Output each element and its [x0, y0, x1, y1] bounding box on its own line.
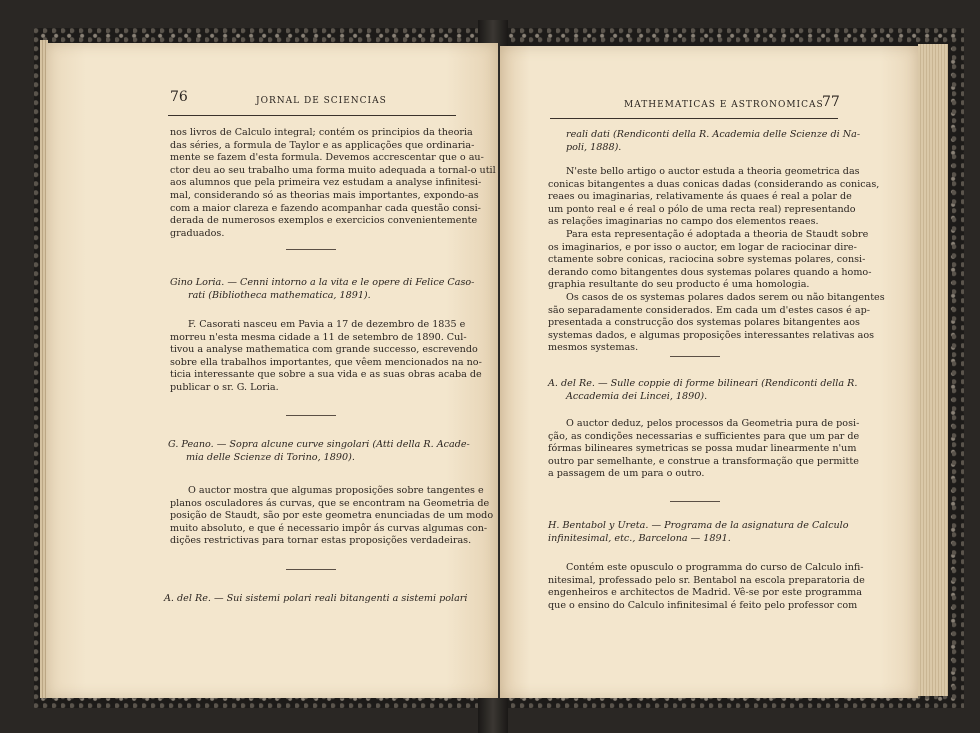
- right-page-stack: [918, 44, 948, 696]
- section-separator: [670, 501, 720, 502]
- right-page: [500, 46, 918, 698]
- paragraph: Os casos de os systemas polares dados serem ou não bitangentes são separadamente considerados. Em cada um d'estes casos é ap- presentada a construcção dos systemas polares bitangentes aos systemas dados, e algumas proposições interessantes relativas aos mesmos systemas.: [548, 292, 885, 354]
- bibliographic-reference: H. Bentabol y Ureta. — Programa de la asignatura de Calculo infinitesimal, etc., Barcelona — 1891.: [548, 520, 849, 544]
- paragraph: nos livros de Calculo integral; contém os principios da theoria das séries, a formula de Taylor e as applicações que ordinaria- mente se fazem d'esta formula. Devemos accrescentar que o au- ctor deu ao seu trabalho uma forma muito adequada a tornal-o util aos alumnos que pela primeira vez estudam a analyse infinitesi- mal, considerando só as theorias mais importantes, expondo-as com a maior clareza e fazendo acompanhar cada questão consi- derada de numerosos exemplos e exercicios convenientemente graduados.: [170, 127, 496, 239]
- left-page: [46, 43, 498, 698]
- paragraph: F. Casorati nasceu em Pavia a 17 de dezembro de 1835 e morreu n'esta mesma cidade a 11 de setembro de 1890. Cul- tivou a analyse mathematica com grande successo, escrevendo sobre ella trabalhos importantes, que vêem mencionados na no- ticia interessante que sobre a sua vida e as suas obras acaba de publicar o sr. G. Loria.: [170, 319, 482, 393]
- paragraph: N'este bello artigo o auctor estuda a theoria geometrica das conicas bitangentes a duas conicas dadas (considerando as conicas, reaes ou imaginarias, relativamente ás quaes é real a polar de um ponto real e é real o pólo de uma recta real) representando as relações imaginarias no campo dos elementos reaes.: [548, 166, 880, 228]
- bibliographic-reference: A. del Re. — Sui sistemi polari reali bitangenti a sistemi polari: [164, 593, 468, 604]
- section-separator: [670, 356, 720, 357]
- section-separator: [286, 569, 336, 570]
- paragraph: Contém este opusculo o programma do curso de Calculo infi- nitesimal, professado pelo sr. Bentabol na escola preparatoria de engenheiros e architectos de Madrid. Vê-se por este programma que o ensino do Calculo infinitesimal é feito pelo professor com: [548, 562, 865, 611]
- section-separator: [286, 415, 336, 416]
- bibliographic-reference: G. Peano. — Sopra alcune curve singolari (Atti della R. Acade- mia delle Scienze di Torino, 1890).: [168, 439, 470, 463]
- running-head: MATHEMATICAS E ASTRONOMICAS: [624, 100, 824, 110]
- paragraph: O auctor deduz, pelos processos da Geometria pura de posi- ção, as condições necessarias e sufficientes para que um par de fórmas bilineares symetricas se possa mudar linearmente n'um outro par semelhante, e construe a transformação que permitte a passagem de um para o outro.: [548, 418, 860, 480]
- header-rule: [168, 115, 456, 116]
- page-number: 76: [170, 89, 188, 105]
- header-rule: [550, 118, 838, 119]
- running-head: JORNAL DE SCIENCIAS: [256, 96, 387, 106]
- paragraph: Para esta representação é adoptada a theoria de Staudt sobre os imaginarios, e por isso o auctor, em logar de raciocinar dire- ctamente sobre conicas, raciocina sobre systemas polares, consi- derando como bitangentes dous systemas polares quando a homo- graphia resultante do seu producto é uma homologia.: [548, 229, 872, 291]
- page-number: 77: [822, 94, 840, 110]
- bibliographic-reference: reali dati (Rendiconti della R. Academia delle Scienze di Na- poli, 1888).: [566, 129, 861, 153]
- bibliographic-reference: Gino Loria. — Cenni intorno a la vita e le opere di Felice Caso- rati (Bibliotheca mathematica, 1891).: [170, 277, 475, 301]
- bibliographic-reference: A. del Re. — Sulle coppie di forme bilineari (Rendiconti della R. Accademia dei Lincei, 1890).: [548, 378, 858, 402]
- paragraph: O auctor mostra que algumas proposições sobre tangentes e planos osculadores ás curvas, que se encontram na Geometria de posição de Staudt, são por este geometra enunciadas de um modo muito absoluto, e que é necessario impôr ás curvas algumas con- dições restrictivas para tornar estas proposições verdadeiras.: [170, 485, 494, 547]
- section-separator: [286, 249, 336, 250]
